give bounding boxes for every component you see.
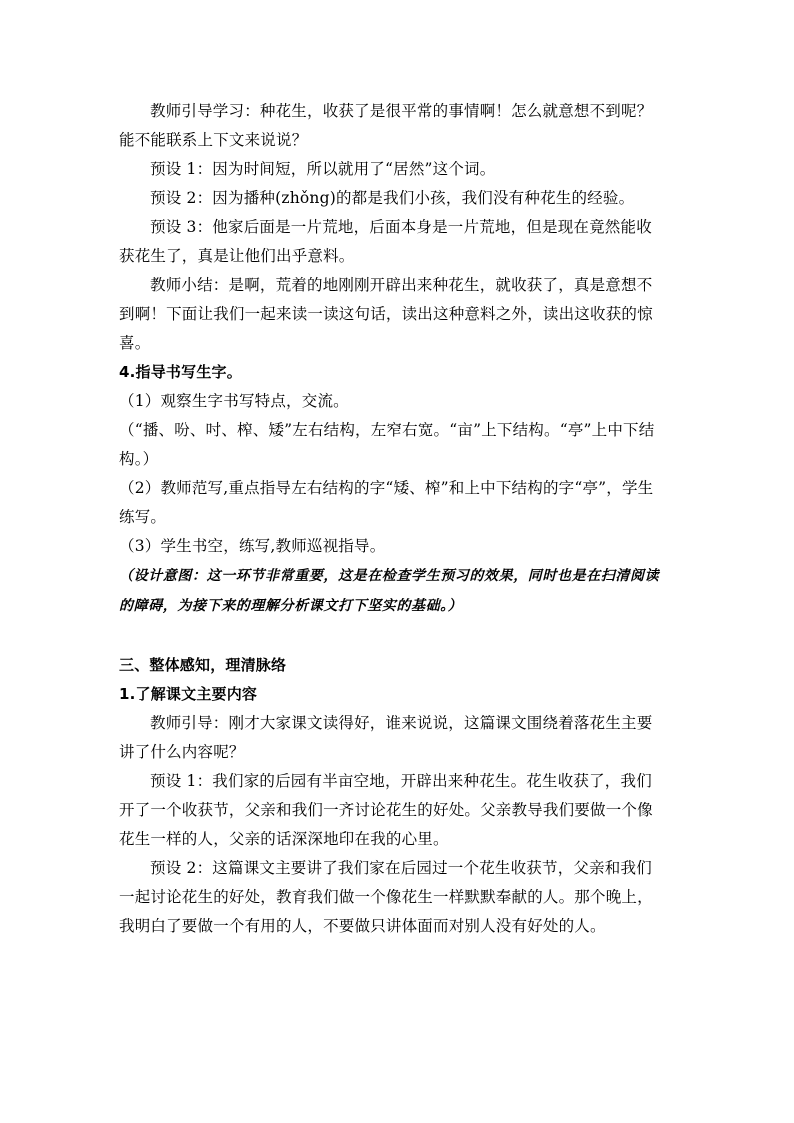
design-intent-note: （设计意图：这一环节非常重要，这是在检查学生预习的效果，同时也是在扫清阅读的障碍，为接下来的理解分析课文打下坚实的基础。） [119,568,660,614]
paragraph-answer-preset-1: 预设 1：我们家的后园有半亩空地，开辟出来种花生。花生收获了，我们开了一个收获节，父亲和我们一齐讨论花生的好处。父亲教导我们要做一个像花生一样的人，父亲的话深深地印在我的心里。 [119,772,653,848]
heading-section-three: 三、整体感知，理清脉络 [119,656,287,674]
paragraph-step-3: （3）学生书空，练写,教师巡视指导。 [119,537,386,555]
paragraph-teacher-summary: 教师小结：是啊，荒着的地刚刚开辟出来种花生，就收获了，真是意想不到啊！下面让我们一起来读一读这句话，读出这种意料之外，读出这收获的惊喜。 [119,276,653,352]
paragraph-teacher-guide-2: 教师引导：刚才大家课文读得好，谁来说说，这篇课文围绕着落花生主要讲了什么内容呢？ [119,714,653,761]
paragraph-teacher-guide: 教师引导学习：种花生，收获了是很平常的事情啊！怎么就意想不到呢？能不能联系上下文来说说？ [119,102,653,149]
paragraph-step-2: （2）教师范写,重点指导左右结构的字“矮、榨”和上中下结构的字“亭”，学生练写。 [119,479,654,526]
paragraph-preset-1: 预设 1：因为时间短，所以就用了“居然”这个词。 [150,160,496,178]
paragraph-structure-notes: （“播、吩、吋、榨、矮”左右结构，左窄右宽。“亩”上下结构。“亭”上中下结构。） [119,421,655,468]
paragraph-step-1: （1）观察生字书写特点，交流。 [119,392,349,410]
heading-main-content: 1.了解课文主要内容 [119,685,258,703]
section-gap [119,621,667,651]
paragraph-preset-2: 预设 2：因为播种(zhǒng)的都是我们小孩，我们没有种花生的经验。 [150,189,635,207]
paragraph-preset-3: 预设 3：他家后面是一片荒地，后面本身是一片荒地，但是现在竟然能收获花生了，真是让他们出乎意料。 [119,218,652,265]
document-body [119,97,667,941]
heading-writing-characters: 4.指导书写生字。 [119,363,242,381]
paragraph-answer-preset-2: 预设 2：这篇课文主要讲了我们家在后园过一个花生收获节，父亲和我们一起讨论花生的好处，教育我们做一个像花生一样默默奉献的人。那个晚上，我明白了要做一个有用的人，不要做只讲体面而对别人没有好处的人。 [119,859,653,935]
